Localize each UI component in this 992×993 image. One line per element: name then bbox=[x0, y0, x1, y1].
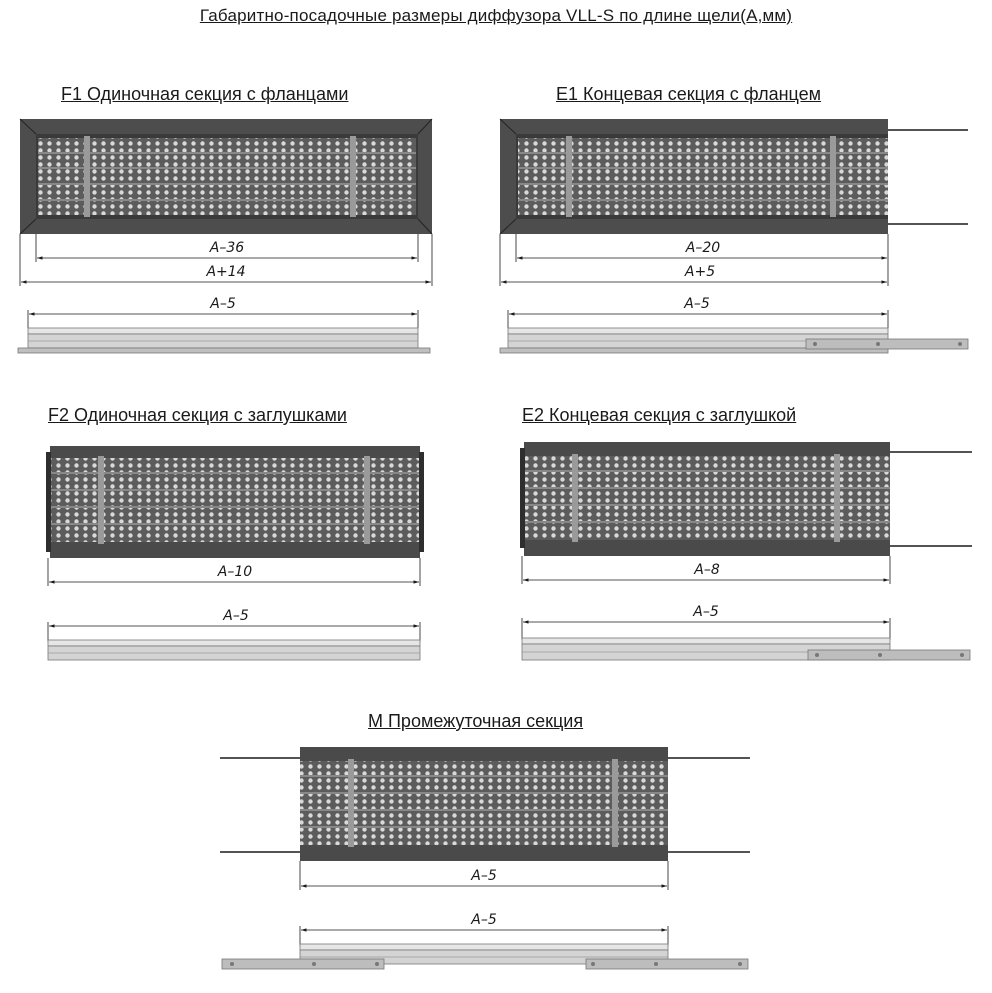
section-title-f2: F2 Одиночная секция с заглушками bbox=[48, 405, 347, 425]
diagram-e1-side bbox=[500, 296, 968, 353]
diagram-m-front bbox=[220, 747, 750, 861]
dim-label-m-side: A–5 bbox=[471, 912, 497, 928]
diagram-m-side bbox=[222, 912, 748, 969]
dimension-e1-inner bbox=[516, 234, 888, 262]
page-title: Габаритно-посадочные размеры диффузора VLL-S по длине щели(А,мм) bbox=[199, 6, 793, 25]
diagram-e2-side bbox=[522, 604, 970, 660]
section-title-m: M Промежуточная секция bbox=[368, 711, 584, 731]
dimension-e2-inner bbox=[522, 556, 890, 584]
dim-label-m-inner: A–5 bbox=[471, 868, 497, 884]
dimension-f1-inner bbox=[36, 234, 418, 262]
diagram-e1-front bbox=[500, 119, 968, 234]
dim-label-e2-side: A–5 bbox=[693, 604, 719, 620]
section-title-e2: E2 Концевая секция с заглушкой bbox=[522, 405, 797, 425]
dim-label-f1-inner: A–36 bbox=[209, 240, 245, 256]
dim-label-e1-outer: A+5 bbox=[684, 264, 716, 280]
dim-label-f1-side: A–5 bbox=[210, 296, 236, 312]
diagram-f1-side bbox=[18, 296, 430, 353]
diagram-e2-front bbox=[520, 442, 972, 556]
dim-label-f1-outer: A+14 bbox=[206, 264, 246, 280]
dim-label-e2-inner: A–8 bbox=[694, 562, 720, 578]
dim-label-e1-side: A–5 bbox=[684, 296, 710, 312]
dim-label-e1-inner: A–20 bbox=[685, 240, 721, 256]
section-title-f1: F1 Одиночная секция с фланцами bbox=[61, 84, 349, 104]
dimension-m-inner bbox=[300, 861, 668, 890]
dim-label-f2-side: A–5 bbox=[223, 608, 249, 624]
diagram-f2-front bbox=[46, 446, 424, 558]
diagram-f2-side bbox=[48, 608, 420, 660]
dim-label-f2-inner: A–10 bbox=[217, 564, 253, 580]
section-title-e1: E1 Концевая секция с фланцем bbox=[556, 84, 822, 104]
dimension-f2-inner bbox=[48, 558, 420, 586]
diagram-f1-front bbox=[20, 119, 432, 234]
